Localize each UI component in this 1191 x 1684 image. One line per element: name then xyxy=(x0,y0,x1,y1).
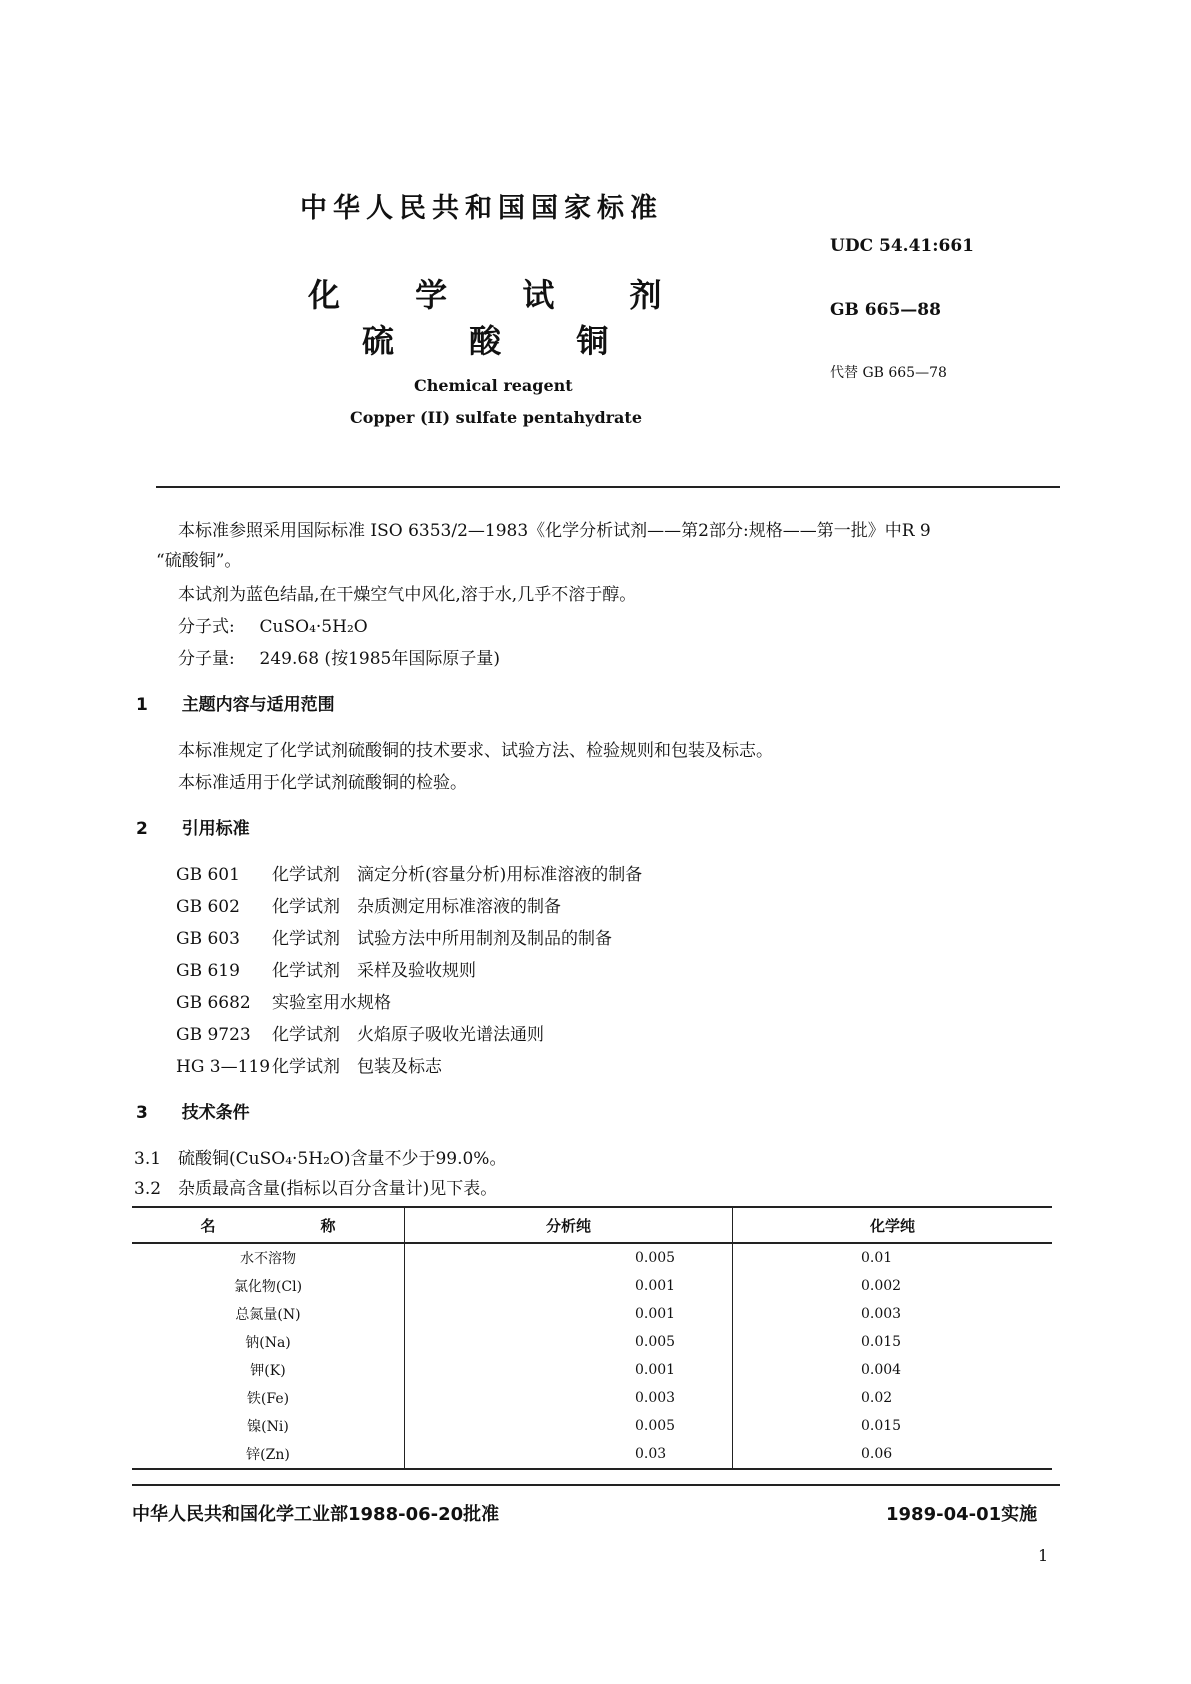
reference-title: 实验室用水规格 xyxy=(272,993,391,1013)
cell-ar: 0.005 xyxy=(405,1412,733,1440)
cell-ar: 0.001 xyxy=(405,1272,733,1300)
effective-date: 1989-04-01实施 xyxy=(886,1504,1038,1525)
cell-ar: 0.005 xyxy=(405,1243,733,1272)
section-2-heading xyxy=(136,814,250,839)
reference-title: 化学试剂 采样及验收规则 xyxy=(272,961,476,981)
cell-impurity: 镍(Ni) xyxy=(247,1419,289,1435)
table-row xyxy=(132,1243,1052,1272)
table-header-row xyxy=(132,1207,1052,1243)
cell-cp: 0.015 xyxy=(733,1328,1053,1356)
cell-ar: 0.003 xyxy=(405,1384,733,1412)
replaces-standard: 代替 GB 665—78 xyxy=(830,365,947,381)
cell-cp: 0.002 xyxy=(733,1272,1053,1300)
reference-code: GB 9723 xyxy=(176,1025,251,1045)
table-row xyxy=(132,1356,1052,1384)
section-1-paragraph-2: 本标准适用于化学试剂硫酸铜的检验。 xyxy=(178,773,467,793)
formula-label: 分子式: xyxy=(178,617,235,637)
page-number: 1 xyxy=(1038,1546,1049,1565)
table-row xyxy=(132,1272,1052,1300)
cell-impurity: 锌(Zn) xyxy=(132,1440,405,1469)
table-row xyxy=(132,1384,1052,1412)
intro-paragraph-1-cont: “硫酸铜”。 xyxy=(156,551,242,571)
reference-code: GB 601 xyxy=(176,865,240,885)
english-title-line-2: Copper (II) sulfate pentahydrate xyxy=(350,408,642,427)
cell-cp: 0.004 xyxy=(733,1356,1053,1384)
reference-code: GB 6682 xyxy=(176,993,251,1013)
reference-title: 化学试剂 试验方法中所用制剂及制品的制备 xyxy=(272,929,612,949)
table-row xyxy=(132,1328,1052,1356)
reference-item xyxy=(176,988,391,1013)
title-char: 酸 xyxy=(469,322,502,360)
section-title: 引用标准 xyxy=(181,819,250,839)
cell-ar: 0.005 xyxy=(405,1328,733,1356)
cell-impurity: 钠(Na) xyxy=(245,1335,291,1351)
section-number: 2 xyxy=(136,819,148,839)
reference-item xyxy=(176,860,642,885)
section-3-heading xyxy=(136,1098,250,1123)
title-char: 剂 xyxy=(629,276,662,314)
reference-title: 化学试剂 滴定分析(容量分析)用标准溶液的制备 xyxy=(272,865,643,885)
column-header-name: 名 称 xyxy=(132,1207,405,1243)
cell-impurity: 铁(Fe) xyxy=(246,1391,290,1407)
cell-cp: 0.06 xyxy=(733,1440,1053,1469)
intro-paragraph-2: 本试剂为蓝色结晶,在干燥空气中风化,溶于水,几乎不溶于醇。 xyxy=(178,585,637,605)
cell-impurity: 水不溶物 xyxy=(240,1251,296,1267)
section-number: 1 xyxy=(136,695,148,715)
cell-ar: 0.001 xyxy=(405,1356,733,1384)
national-standard-heading: 中华人民共和国国家标准 xyxy=(300,193,663,224)
clause-3-1: 3.1 硫酸铜(CuSO₄·5H₂O)含量不少于99.0%。 xyxy=(134,1149,507,1169)
column-header-cp: 化学纯 xyxy=(733,1207,1053,1243)
table-row xyxy=(132,1412,1052,1440)
cell-ar: 0.03 xyxy=(405,1440,733,1469)
section-1-heading xyxy=(136,690,335,715)
cell-impurity: 氯化物(Cl) xyxy=(233,1279,303,1295)
cell-ar: 0.001 xyxy=(405,1300,733,1328)
cell-impurity: 总氮量(N) xyxy=(235,1307,301,1323)
reference-item xyxy=(176,1052,442,1077)
reference-item xyxy=(176,1020,544,1045)
title-char: 学 xyxy=(415,276,448,314)
reference-code: GB 602 xyxy=(176,897,240,917)
formula-line xyxy=(178,612,368,637)
reference-code: GB 619 xyxy=(176,961,240,981)
title-line-1 xyxy=(308,270,661,316)
approval-line: 中华人民共和国化学工业部1988-06-20批准 xyxy=(132,1504,500,1525)
cell-cp: 0.003 xyxy=(733,1300,1053,1328)
section-title: 主题内容与适用范围 xyxy=(181,695,335,715)
molecular-mass-line xyxy=(178,644,500,669)
title-char: 硫 xyxy=(362,322,395,360)
title-char: 铜 xyxy=(576,322,609,360)
title-line-2 xyxy=(362,316,608,362)
reference-title: 化学试剂 包装及标志 xyxy=(272,1057,442,1077)
column-header-ar: 分析纯 xyxy=(405,1207,733,1243)
gb-number: GB 665—88 xyxy=(830,300,941,320)
reference-title: 化学试剂 杂质测定用标准溶液的制备 xyxy=(272,897,561,917)
mass-value: 249.68 (按1985年国际原子量) xyxy=(259,649,500,669)
title-char: 化 xyxy=(308,276,341,314)
reference-item xyxy=(176,892,561,917)
header-divider xyxy=(156,486,1060,488)
cell-impurity: 钾(K) xyxy=(250,1363,286,1379)
section-number: 3 xyxy=(136,1103,148,1123)
reference-code: HG 3—119 xyxy=(176,1057,271,1077)
title-char: 试 xyxy=(522,276,555,314)
formula-value: CuSO₄·5H₂O xyxy=(259,617,368,637)
reference-item xyxy=(176,924,612,949)
intro-paragraph-1: 本标准参照采用国际标准 ISO 6353/2—1983《化学分析试剂——第2部分:规格——第一批》中R 9 xyxy=(178,521,931,541)
clause-3-2: 3.2 杂质最高含量(指标以百分含量计)见下表。 xyxy=(134,1179,498,1199)
footer-divider xyxy=(132,1484,1060,1486)
mass-label: 分子量: xyxy=(178,649,235,669)
reference-item xyxy=(176,956,476,981)
cell-cp: 0.01 xyxy=(733,1243,1053,1272)
section-1-paragraph-1: 本标准规定了化学试剂硫酸铜的技术要求、试验方法、检验规则和包装及标志。 xyxy=(178,741,773,761)
table-row xyxy=(132,1300,1052,1328)
cell-cp: 0.015 xyxy=(733,1412,1053,1440)
english-title-line-1: Chemical reagent xyxy=(414,376,573,395)
reference-code: GB 603 xyxy=(176,929,240,949)
section-title: 技术条件 xyxy=(181,1103,250,1123)
impurity-table xyxy=(132,1206,1052,1470)
cell-cp: 0.02 xyxy=(733,1384,1053,1412)
reference-title: 化学试剂 火焰原子吸收光谱法通则 xyxy=(272,1025,544,1045)
udc-code: UDC 54.41:661 xyxy=(830,236,975,256)
table-row xyxy=(132,1440,1052,1469)
